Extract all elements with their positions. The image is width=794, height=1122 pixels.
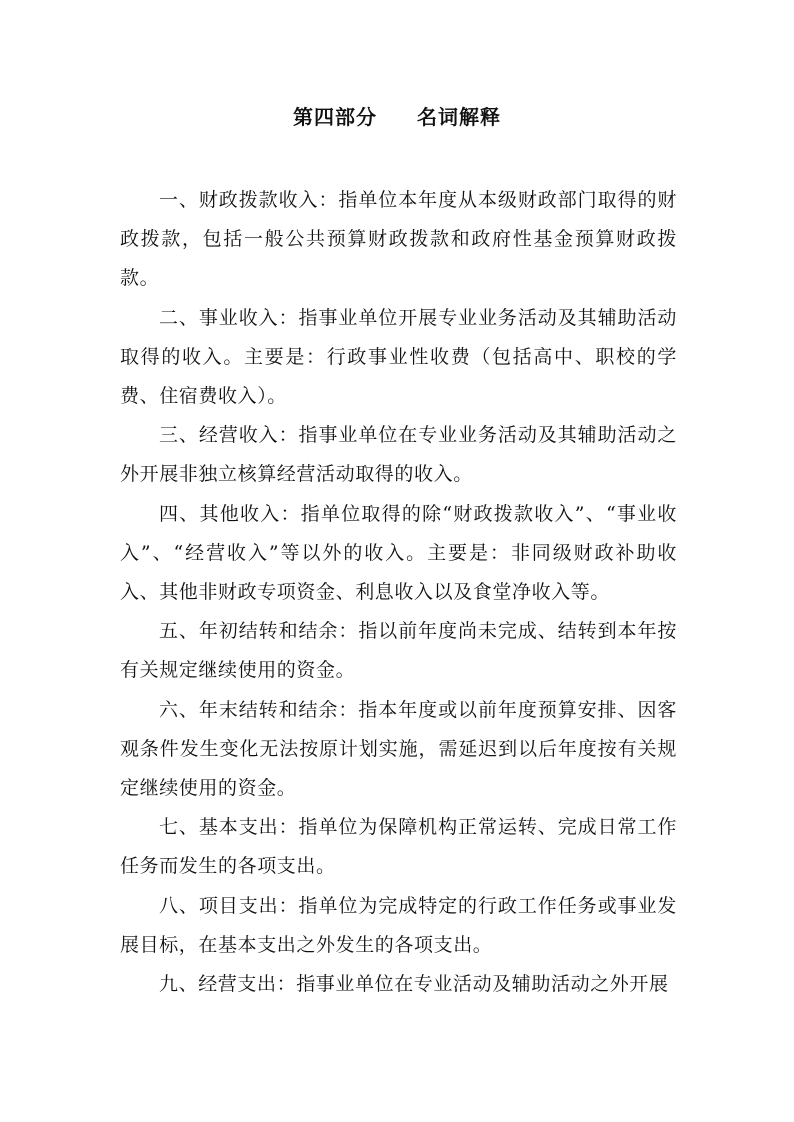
paragraph-basic-expenditure: 七、基本支出：指单位为保障机构正常运转、完成日常工作任务而发生的各项支出。	[120, 816, 677, 878]
paragraph-project-expenditure: 八、项目支出：指单位为完成特定的行政工作任务或事业发展目标，在基本支出之外发生的各项支出。	[120, 894, 677, 956]
paragraph-fiscal-appropriation-income: 一、财政拨款收入：指单位本年度从本级财政部门取得的财政拨款，包括一般公共预算财政拨款和政府性基金预算财政拨款。	[120, 189, 677, 290]
paragraph-closing-carryover: 六、年末结转和结余：指本年度或以前年度预算安排、因客观条件发生变化无法按原计划实施，需延迟到以后年度按有关规定继续使用的资金。	[120, 698, 677, 800]
paragraph-business-income: 二、事业收入：指事业单位开展专业业务活动及其辅助活动取得的收入。主要是：行政事业性收费（包括高中、职校的学费、住宿费收入）。	[120, 306, 677, 408]
paragraph-opening-carryover: 五、年初结转和结余：指以前年度尚未完成、结转到本年按有关规定继续使用的资金。	[120, 620, 677, 682]
paragraph-operating-income: 三、经营收入：指事业单位在专业业务活动及其辅助活动之外开展非独立核算经营活动取得的收入。	[120, 424, 677, 486]
paragraph-operating-expenditure: 九、经营支出：指事业单位在专业活动及辅助活动之外开展	[159, 973, 669, 996]
document-body	[120, 181, 677, 1004]
page-title	[0, 101, 794, 133]
title-name: 名词解释	[417, 105, 501, 129]
paragraph-other-income: 四、其他收入：指单位取得的除“财政拨款收入”、“事业收入”、“经营收入”等以外的收入。主要是：非同级财政补助收入、其他非财政专项资金、利息收入以及食堂净收入等。	[120, 502, 677, 604]
title-part: 第四部分	[293, 105, 377, 129]
